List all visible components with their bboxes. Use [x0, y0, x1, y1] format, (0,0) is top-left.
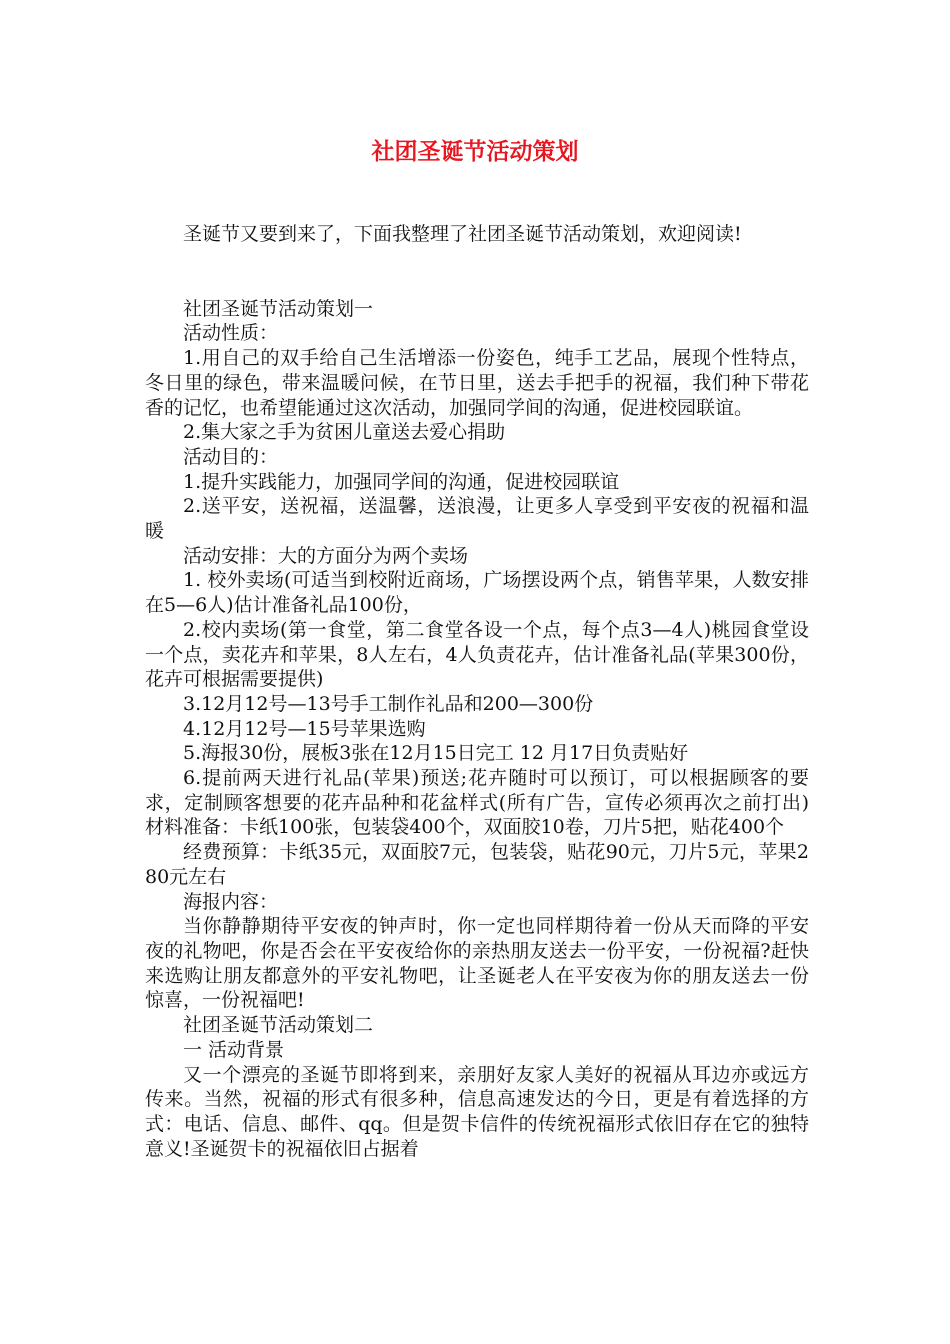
- activity-background-heading: 一 活动背景: [183, 1038, 285, 1061]
- arrangement-item-2: 2.校内卖场(第一食堂，第二食堂各设一个点，每个点3—4人)桃园食堂设一个点，卖花卉和苹果，8人左右，4人负责花卉，估计准备礼品(苹果300份，花卉可根据需要提供): [145, 618, 809, 691]
- section-heading-plan-two: 社团圣诞节活动策划二: [183, 1014, 374, 1037]
- arrangement-item-5: 5.海报30份，展板3张在12月15日完工 12 月17日负责贴好: [183, 742, 689, 765]
- poster-content-paragraph: 当你静静期待平安夜的钟声时，你一定也同样期待着一份从天而降的平安夜的礼物吧，你是否会在平安夜给你的亲热朋友送去一份平安，一份祝福?赶快来选购让朋友都意外的平安礼物吧，让圣诞老人在平安夜为你的朋友送去一份惊喜，一份祝福吧!: [145, 915, 809, 1012]
- document-title: 社团圣诞节活动策划: [371, 139, 579, 165]
- document-body: [145, 222, 809, 1161]
- activity-arrangement-heading: 活动安排：大的方面分为两个卖场: [183, 544, 469, 567]
- activity-purpose-item-2: 2.送平安，送祝福，送温馨，送浪漫，让更多人享受到平安夜的祝福和温暖: [145, 495, 809, 543]
- arrangement-item-6: 6.提前两天进行礼品(苹果)预送;花卉随时可以预订，可以根据顾客的要求，定制顾客想要的花卉品种和花盆样式(所有广告，宣传必须再次之前打出) 材料准备：卡纸100张，包装袋400个，双面胶10卷，刀片5把，贴花400个: [145, 767, 809, 839]
- activity-nature-item-2: 2.集大家之手为贫困儿童送去爱心捐助: [183, 421, 506, 444]
- activity-nature-heading: 活动性质：: [183, 322, 279, 345]
- activity-purpose-item-1: 1.提升实践能力，加强同学间的沟通，促进校园联谊: [183, 470, 620, 493]
- poster-content-heading: 海报内容：: [183, 890, 279, 913]
- arrangement-item-1: 1. 校外卖场(可适当到校附近商场，广场摆设两个点，销售苹果，人数安排在5—6人)估计准备礼品100份，: [145, 569, 809, 617]
- section-heading-plan-one: 社团圣诞节活动策划一: [183, 297, 374, 320]
- activity-purpose-heading: 活动目的：: [183, 445, 279, 468]
- intro-paragraph: 圣诞节又要到来了，下面我整理了社团圣诞节活动策划，欢迎阅读!: [183, 223, 742, 245]
- arrangement-item-4: 4.12月12号—15号苹果选购: [183, 717, 426, 740]
- arrangement-item-3: 3.12月12号—13号手工制作礼品和200—300份: [183, 692, 594, 715]
- activity-nature-item-1: 1.用自己的双手给自己生活增添一份姿色，纯手工艺品，展现个性特点，冬日里的绿色，带来温暖问候，在节日里，送去手把手的祝福，我们种下带花香的记忆，也希望能通过这次活动，加强同学间的沟通，促进校园联谊。: [145, 347, 809, 419]
- activity-background-paragraph: 又一个漂亮的圣诞节即将到来，亲朋好友家人美好的祝福从耳边亦或远方传来。当然，祝福的形式有很多种，信息高速发达的今日，更是有着选择的方式：电话、信息、邮件、qq。但是贺卡信件的传统祝福形式依旧存在它的独特意义!圣诞贺卡的祝福依旧占据着: [145, 1063, 809, 1160]
- budget-paragraph: 经费预算：卡纸35元，双面胶7元，包装袋，贴花90元，刀片5元，苹果280元左右: [145, 841, 809, 888]
